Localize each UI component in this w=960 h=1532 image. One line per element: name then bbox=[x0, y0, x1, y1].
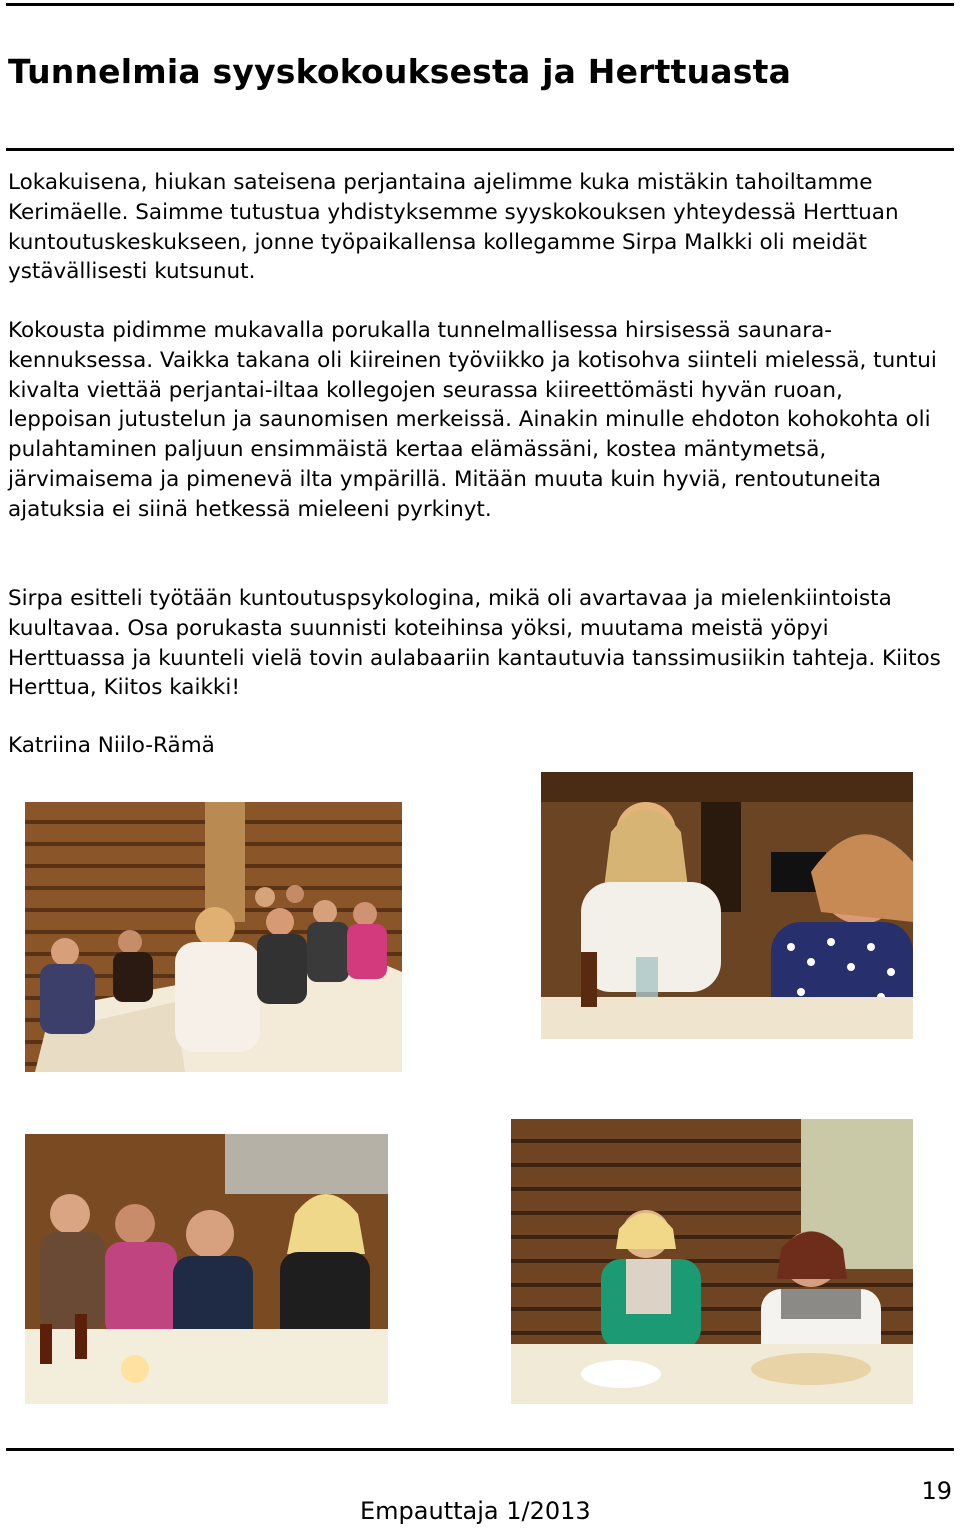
photo-two-women-eating bbox=[511, 1119, 913, 1404]
article-title: Tunnelmia syyskokouksesta ja Herttuasta bbox=[8, 52, 792, 91]
publication-footer: Empauttaja 1/2013 bbox=[360, 1497, 591, 1525]
page-number: 19 bbox=[921, 1477, 952, 1505]
paragraph-2: Kokousta pidimme mukavalla porukalla tunnelmallisessa hirsisessä saunarakennuksessa. Vaikka takana oli kiireinen työviikko ja kotisohva siinteli mielessä, tuntui kivalta viettää perjantai-iltaa kollegojen seurassa kiireettömästi hyvän ruoan, leppoisan jutustelun ja saunomisen merkeissä. Ainakin minulle ehdoton kohokohta oli pulahtaminen paljuun ensimmäistä kertaa elämässäni, kostea mäntymetsä, järvimaisema ja pimenevä ilta ympärillä. Mitään muuta kuin hyviä, rentoutuneita ajatuksia ei siinä hetkessä mieleeni pyrkinyt. bbox=[8, 318, 937, 522]
author-name: Katriina Niilo-Rämä bbox=[8, 733, 215, 758]
paragraph-1: Lokakuisena, hiukan sateisena perjantaina ajelimme kuka mistäkin tahoiltamme Kerimäelle. Saimme tutustua yhdistyksemme syyskokouksen yhteydessä Herttuan kuntoutuskeskukseen, jonne työpaikallensa kollegamme Sirpa Malkki oli meidät ystävällisesti kutsunut. bbox=[8, 170, 899, 285]
title-rule bbox=[6, 148, 954, 151]
photo-group-dinner bbox=[25, 802, 402, 1072]
photo-two-women-talking bbox=[541, 772, 913, 1039]
paragraph-3: Sirpa esitteli työtään kuntoutuspsykologina, mikä oli avartavaa ja mielenkiintoista kuultavaa. Osa porukasta suunnisti koteihinsa yöksi, muutama meistä yöpyi Herttuassa ja kuunteli vielä tovin aulabaariin kantautuvia tanssimusiikin tahteja. Kiitos Herttua, Kiitos kaikki! bbox=[8, 586, 941, 701]
top-rule bbox=[6, 3, 954, 6]
footer-rule bbox=[6, 1448, 954, 1451]
photo-table-four-women bbox=[25, 1134, 388, 1404]
